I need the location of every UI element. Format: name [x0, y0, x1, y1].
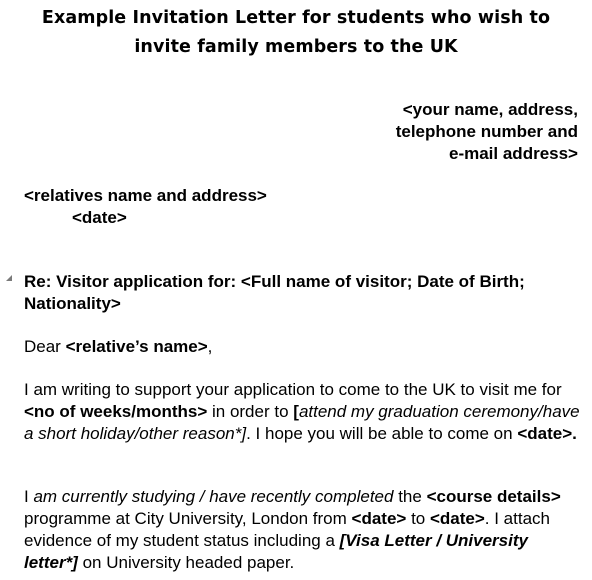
letter-date: <date>	[72, 208, 127, 227]
page-title	[10, 4, 582, 62]
subject-line	[24, 271, 580, 315]
para1-text-1: I am writing to support your application to come to the UK to visit me for	[24, 380, 562, 399]
sender-line-1: <your name, address,	[402, 100, 578, 119]
para2-text-4: to	[406, 509, 430, 528]
para2-status-placeholder: am currently studying / have recently completed	[33, 487, 394, 506]
para2-text-2: the	[393, 487, 427, 506]
title-line-2: invite family members to the UK	[134, 37, 458, 57]
para2-text-1: I	[24, 487, 34, 506]
para2-end-date-placeholder: <date>	[429, 509, 485, 528]
para2-text-3: programme at City University, London from	[24, 509, 352, 528]
salutation-name: <relative’s name>	[65, 337, 208, 356]
para2-text-5: . I attach evidence of my student status including a	[24, 509, 550, 550]
subject-line-part-2: Nationality>	[24, 294, 121, 313]
recipient-name-address: <relatives name and address>	[24, 186, 267, 205]
para1-bracket: [	[293, 402, 299, 421]
collapse-triangle-icon[interactable]	[6, 275, 12, 281]
salutation	[24, 336, 580, 358]
para1-text-2: in order to	[207, 402, 294, 421]
sender-address-block	[396, 99, 578, 165]
sender-line-3: e-mail address>	[449, 144, 578, 163]
subject-line-part-1: Re: Visitor application for: <Full name of visitor; Date of Birth;	[24, 272, 525, 291]
recipient-address-block	[24, 185, 267, 229]
para2-start-date-placeholder: <date>	[351, 509, 407, 528]
para2-course-placeholder: <course details>	[426, 487, 561, 506]
paragraph-study-details	[24, 486, 580, 574]
sender-line-2: telephone number and	[395, 122, 578, 141]
title-line-1: Example Invitation Letter for students who wish to	[41, 8, 551, 28]
para2-text-6: on University headed paper.	[77, 553, 295, 572]
salutation-prefix: Dear	[24, 337, 66, 356]
para2-evidence-placeholder: [Visa Letter / University letter*]	[24, 531, 528, 572]
para1-date-placeholder: <date>.	[517, 424, 577, 443]
paragraph-purpose	[24, 379, 580, 445]
salutation-suffix: ,	[207, 337, 213, 356]
para1-reason-placeholder: attend my graduation ceremony/have a short holiday/other reason*]	[24, 402, 580, 443]
para1-text-3: . I hope you will be able to come on	[246, 424, 518, 443]
para1-duration-placeholder: <no of weeks/months>	[24, 402, 208, 421]
